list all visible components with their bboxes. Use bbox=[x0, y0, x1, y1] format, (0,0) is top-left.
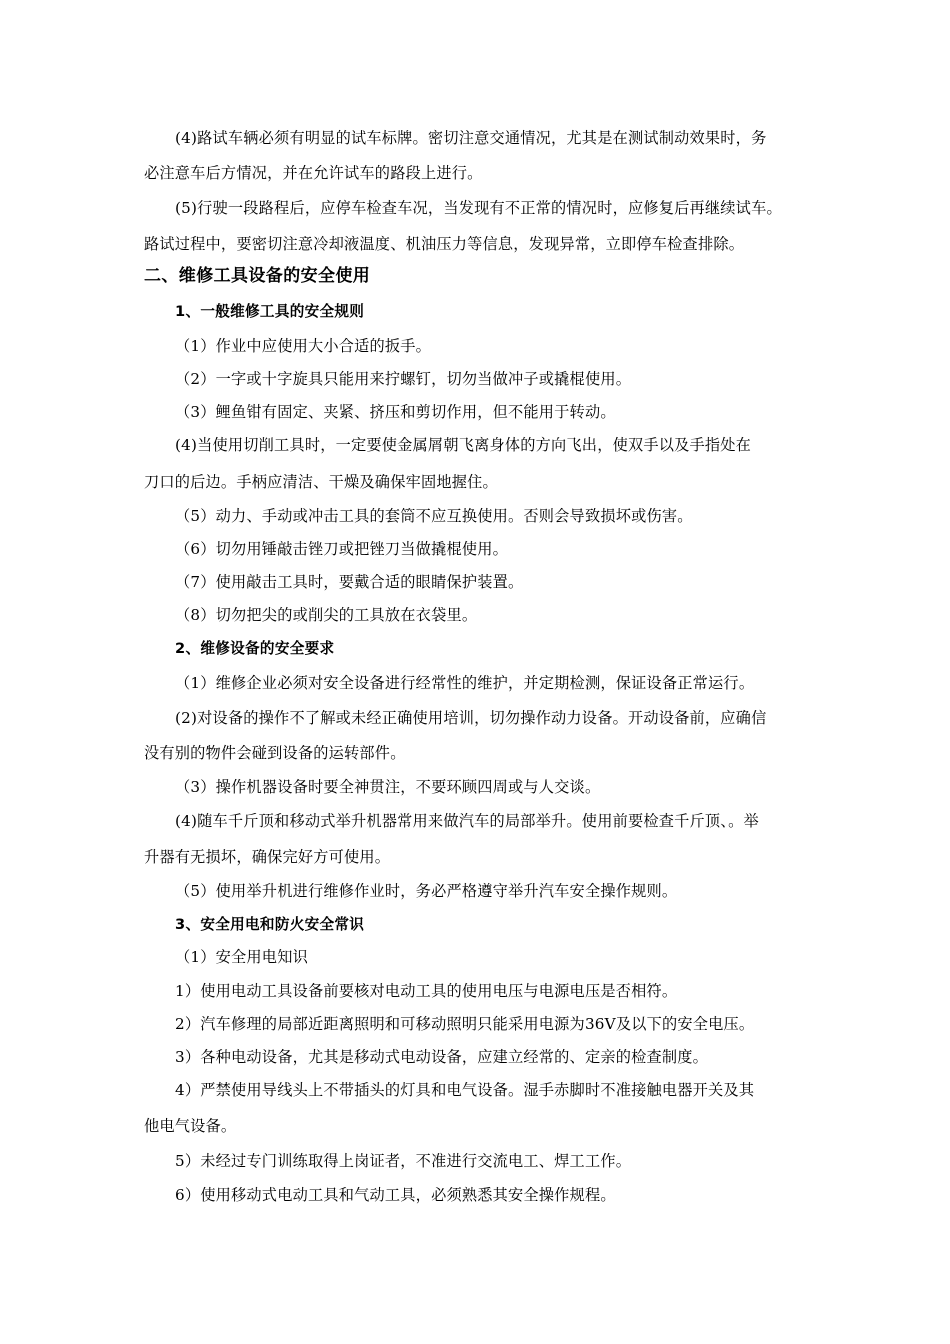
electrical-rule-1: 1）使用电动工具设备前要核对电动工具的使用电压与电源电压是否相符。 bbox=[175, 982, 678, 1000]
equipment-rule-4-line1: (4)随车千斤顶和移动式举升机器常用来做汽车的局部举升。使用前要检查千斤顶、。举 bbox=[175, 812, 759, 830]
electrical-safety-title: （1）安全用电知识 bbox=[175, 948, 308, 966]
tools-rule-1: （1）作业中应使用大小合适的扳手。 bbox=[175, 337, 432, 355]
tools-rule-7: （7）使用敲击工具时，要戴合适的眼睛保护装置。 bbox=[175, 573, 524, 591]
section-heading-tools-equipment: 二、维修工具设备的安全使用 bbox=[144, 266, 371, 286]
tools-rule-6: （6）切勿用锤敲击锉刀或把锉刀当做撬棍使用。 bbox=[175, 540, 509, 558]
electrical-rule-3: 3）各种电动设备，尤其是移动式电动设备，应建立经常的、定亲的检查制度。 bbox=[175, 1048, 709, 1066]
electrical-rule-4-line2: 他电气设备。 bbox=[144, 1117, 237, 1135]
equipment-rule-5: （5）使用举升机进行维修作业时，务必严格遵守举升汽车安全操作规则。 bbox=[175, 882, 678, 900]
subheading-equipment-requirements: 2、维修设备的安全要求 bbox=[175, 640, 335, 657]
paragraph-4-roadtest-line2: 必注意车后方情况，并在允许试车的路段上进行。 bbox=[144, 164, 483, 182]
tools-rule-4-line1: (4)当使用切削工具时，一定要使金属屑朝飞离身体的方向飞出，使双手以及手指处在 bbox=[175, 436, 752, 454]
equipment-rule-2-line2: 没有别的物件会碰到设备的运转部件。 bbox=[144, 744, 406, 762]
equipment-rule-2-line1: (2)对设备的操作不了解或未经正确使用培训，切勿操作动力设备。开动设备前，应确信 bbox=[175, 709, 767, 727]
tools-rule-5: （5）动力、手动或冲击工具的套筒不应互换使用。否则会导致损坏或伤害。 bbox=[175, 507, 693, 525]
electrical-rule-5: 5）未经过专门训练取得上岗证者，不准进行交流电工、焊工工作。 bbox=[175, 1152, 632, 1170]
subheading-electrical-fire-safety: 3、安全用电和防火安全常识 bbox=[175, 916, 365, 933]
tools-rule-3: （3）鲤鱼钳有固定、夹紧、挤压和剪切作用，但不能用于转动。 bbox=[175, 403, 616, 421]
tools-rule-8: （8）切勿把尖的或削尖的工具放在衣袋里。 bbox=[175, 606, 478, 624]
tools-rule-4-line2: 刀口的后边。手柄应清洁、干燥及确保牢固地握住。 bbox=[144, 473, 498, 491]
electrical-rule-4-line1: 4）严禁使用导线头上不带插头的灯具和电气设备。湿手赤脚时不准接触电器开关及其 bbox=[175, 1081, 755, 1099]
equipment-rule-1: （1）维修企业必须对安全设备进行经常性的维护，并定期检测，保证设备正常运行。 bbox=[175, 674, 755, 692]
paragraph-5-roadtest-line2: 路试过程中，要密切注意冷却液温度、机油压力等信息，发现异常，立即停车检查排除。 bbox=[144, 235, 745, 253]
tools-rule-2: （2）一字或十字旋具只能用来拧螺钉，切勿当做冲子或撬棍使用。 bbox=[175, 370, 632, 388]
paragraph-4-roadtest-line1: (4)路试车辆必须有明显的试车标牌。密切注意交通情况，尤其是在测试制动效果时，务 bbox=[175, 129, 767, 147]
electrical-rule-2: 2）汽车修理的局部近距离照明和可移动照明只能采用电源为36V及以下的安全电压。 bbox=[175, 1015, 755, 1033]
subheading-general-tools: 1、一般维修工具的安全规则 bbox=[175, 303, 365, 320]
equipment-rule-3: （3）操作机器设备时要全神贯注，不要环顾四周或与人交谈。 bbox=[175, 778, 601, 796]
electrical-rule-6: 6）使用移动式电动工具和气动工具，必须熟悉其安全操作规程。 bbox=[175, 1186, 616, 1204]
paragraph-5-roadtest-line1: (5)行驶一段路程后，应停车检查车况，当发现有不正常的情况时，应修复后再继续试车。 bbox=[175, 199, 782, 217]
equipment-rule-4-line2: 升器有无损坏，确保完好方可使用。 bbox=[144, 848, 391, 866]
